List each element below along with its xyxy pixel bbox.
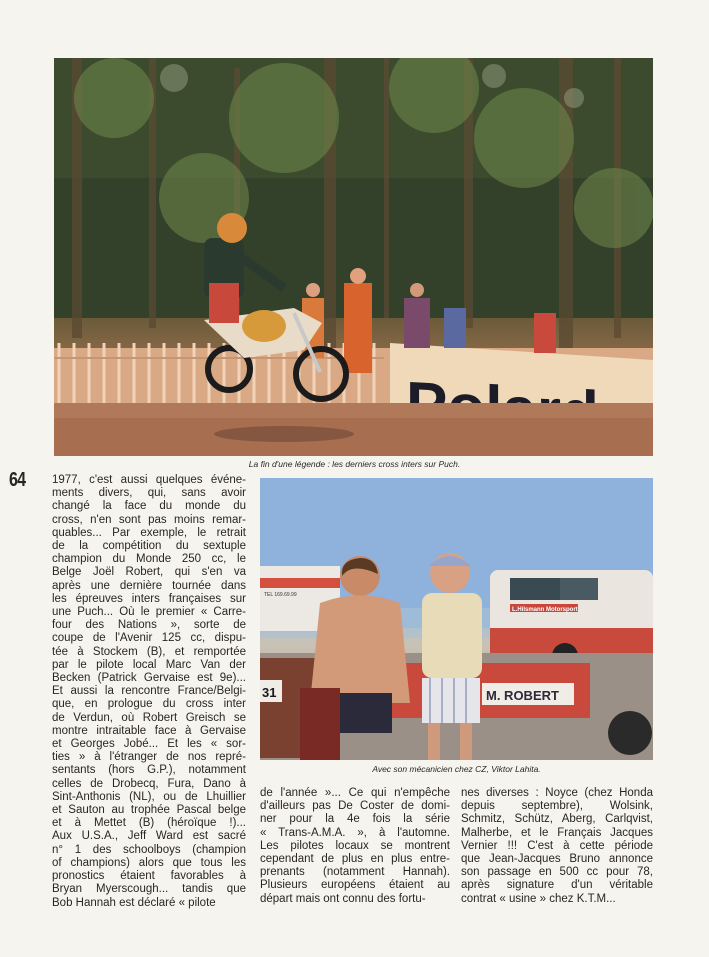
text-line: les épreuves inters françaises sur <box>52 592 246 605</box>
text-line: nes diverses : Noyce (chez Honda <box>461 787 653 799</box>
text-line: contrat « usine » chez K.T.M... <box>461 892 616 905</box>
text-line: de Verdun, où Robert Greisch se <box>52 711 246 724</box>
article-column-2 <box>260 787 450 906</box>
text-line: par le pilote local Marc Van der <box>52 658 246 671</box>
page-number: 64 <box>9 469 26 491</box>
text-line: départ mais ont connu des fortu- <box>260 892 426 905</box>
text-line: prenants (notamment Hannah). <box>260 866 450 879</box>
text-line: de la compétition du sextuple <box>52 540 246 553</box>
bike-number: 31 <box>262 685 277 700</box>
van-sign: L.Hilsmann Motorsport <box>512 607 578 613</box>
text-line: Aux U.S.A., Jeff Ward est sacré <box>52 830 246 843</box>
text-line: de l'année »... Ce qui n'empêche <box>260 787 450 799</box>
text-line: n° 1 des schoolboys (champion <box>52 843 246 856</box>
text-line: of champions) alors que tous les <box>52 856 246 869</box>
text-line: Belge Joël Robert, qui s'en va <box>52 566 246 579</box>
text-line: « Trans-A.M.A. », à l'automne. <box>260 826 450 839</box>
article-column-1 <box>52 474 246 910</box>
text-line: son passage en 500 cc pour 78, <box>461 866 653 879</box>
text-line: Bryan Myerscough... tandis que <box>52 883 246 896</box>
text-line: quables... Par exemple, le retrait <box>52 526 246 539</box>
text-line: Vernier !!! C'est à cette période <box>461 839 653 852</box>
text-line: celles de Drobecq, Fura, Dano à <box>52 777 246 790</box>
text-line: Sint-Anthonis (NL), ou de Lhuillier <box>52 790 246 803</box>
text-line: que Jean-Jacques Bruno annonce <box>461 853 653 866</box>
text-line: ments divers, qui, sans avoir <box>52 487 246 500</box>
text-line: ner pour la 4e fois la série <box>260 813 450 826</box>
text-line: Les pilotes locaux se montrent <box>260 839 450 852</box>
text-line: et Georges Jobé... Et les « sor- <box>52 738 246 751</box>
article-column-3 <box>461 787 653 906</box>
text-line: que, en prologue du cross inter <box>52 698 246 711</box>
text-line: pronostics étaient favorables à <box>52 870 246 883</box>
truck-sign: TEL 169.69.99 <box>264 592 297 598</box>
mechanic-photo <box>260 478 653 760</box>
text-line: montre intraitable face à Gervaise <box>52 724 246 737</box>
motocross-jump-photo <box>54 58 653 456</box>
bottom-photo-caption: Avec son mécanicien chez CZ, Viktor Lahita. <box>372 764 541 774</box>
text-line: tée à Stockem (B), et remportée <box>52 645 246 658</box>
text-line: d'ailleurs pas De Coster de domi- <box>260 800 450 813</box>
text-line: cross, n'en sont pas moins remar- <box>52 513 246 526</box>
text-line: Becken (Patrick Gervaise est 9e)... <box>52 672 246 685</box>
team-sign: M. ROBERT <box>486 688 559 703</box>
text-line: Malherbe, et le Français Jacques <box>461 826 653 839</box>
text-line: une Puch... Où le premier « Carre- <box>52 606 246 619</box>
text-line: après une dernière tournée dans <box>52 579 246 592</box>
text-line: après signature d'un véritable <box>461 879 653 892</box>
text-line: four des Nations », sorte de <box>52 619 246 632</box>
text-line: et à Mettet (B) (héroïque !)... <box>52 817 246 830</box>
text-line: Plusieurs européens étaient au <box>260 879 450 892</box>
text-line: 1977, c'est aussi quelques événe- <box>52 474 246 486</box>
text-line: Bob Hannah est déclaré « pilote <box>52 896 216 909</box>
text-line: Schmitz, Schütz, Aberg, Carlqvist, <box>461 813 653 826</box>
text-line: Et aussi la rencontre France/Belgi- <box>52 685 246 698</box>
top-photo-caption: La fin d'une légende : les derniers cross inters sur Puch. <box>248 459 461 469</box>
text-line: coupe de l'Avenir 125 cc, dispu- <box>52 632 246 645</box>
text-line: sentants (hors G.P.), notamment <box>52 764 246 777</box>
text-line: et Sauton au trophée Pascal belge <box>52 804 246 817</box>
text-line: depuis septembre), Wolsink, <box>461 800 653 813</box>
text-line: ties » à l'étranger de nos repré- <box>52 751 246 764</box>
text-line: champion du Monde 250 cc, le <box>52 553 246 566</box>
text-line: changé la face du monde du <box>52 500 246 513</box>
text-line: cependant de plus en plus entre- <box>260 853 450 866</box>
